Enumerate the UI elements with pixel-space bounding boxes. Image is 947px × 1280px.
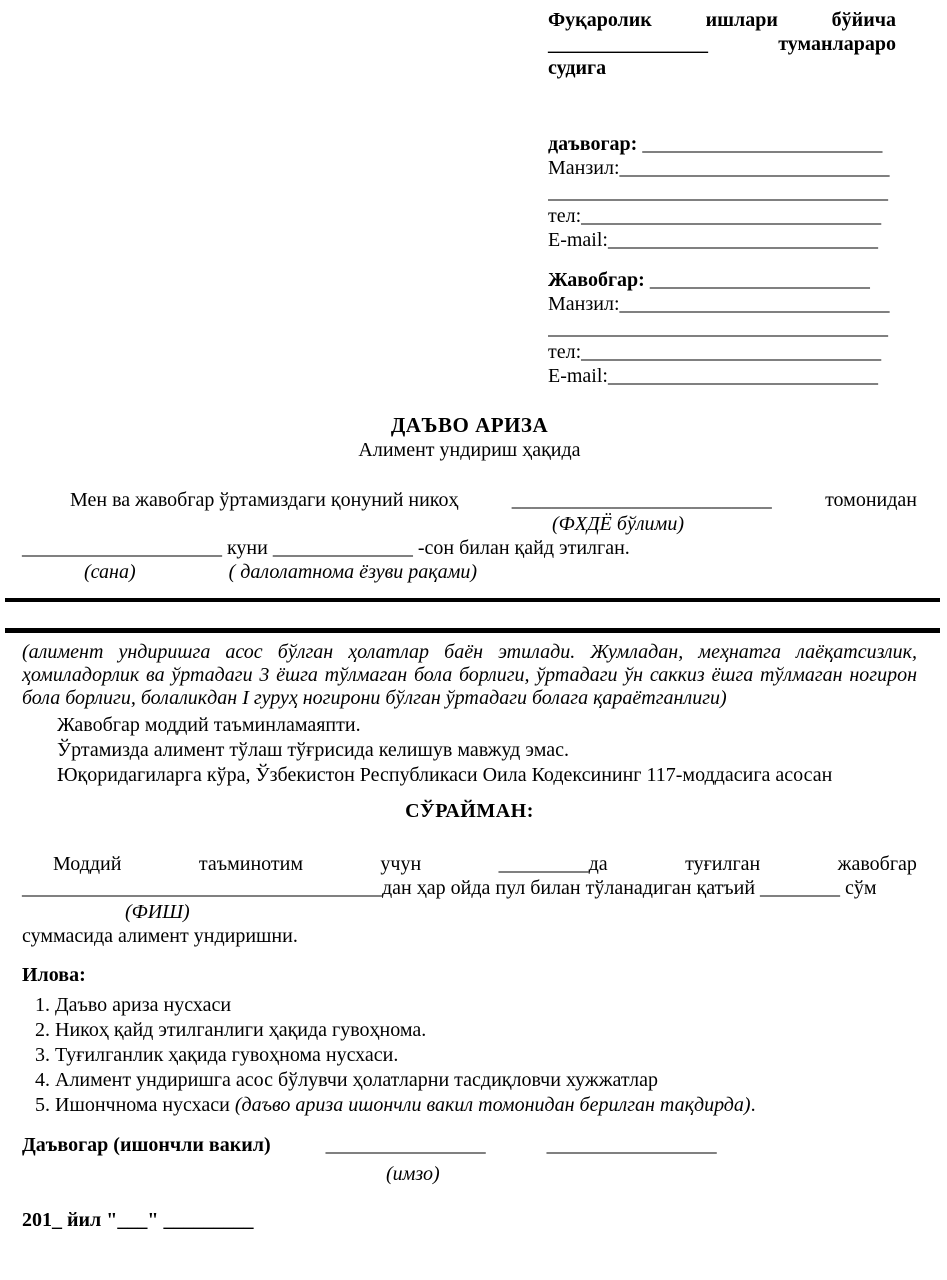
signature-blank: ________________ <box>325 1134 486 1156</box>
birth-date-blank: _________да <box>498 853 608 875</box>
demand-word-6: жавобгар <box>837 853 917 875</box>
attachment-item-text: 1. Даъво ариза нусхаси <box>35 994 232 1016</box>
demand-line2-end: сўм <box>845 877 877 899</box>
defendant-email-blank: ___________________________ <box>607 365 878 387</box>
court-header-line1 <box>548 8 896 32</box>
court-header-line3 <box>548 56 896 80</box>
date-line: 201_ йил "___" _________ <box>22 1209 254 1231</box>
attachment-item-text: 3. Туғилганлик ҳақида гувоҳнома нусхаси. <box>35 1044 399 1066</box>
attachment-item-2 <box>35 1018 917 1043</box>
defendant-address-label: Манзил: <box>548 293 620 315</box>
plaintiff-address-line2 <box>548 180 896 204</box>
defendant-address-blank: ___________________________ <box>619 293 890 315</box>
registry-note-row <box>22 512 917 536</box>
attachment-item-text: 5. Ишончнома нусхаси <box>35 1094 235 1116</box>
defendant-phone-blank: ______________________________ <box>581 341 882 363</box>
marriage-line2-end: -сон билан қайд этилган. <box>417 537 630 559</box>
defendant-name-blank: ______________________ <box>649 269 870 291</box>
demand-line1 <box>22 852 917 876</box>
fish-note: (ФИШ) <box>125 901 190 923</box>
attachments-heading: Илова: <box>22 964 86 986</box>
defendant-address-line <box>548 292 896 316</box>
record-number-note: ( далолатнома ёзуви рақами) <box>228 561 478 583</box>
plaintiff-address-label: Манзил: <box>548 157 620 179</box>
demand-word-3: учун <box>380 853 422 875</box>
defendant-email-label: E-mail: <box>548 365 608 387</box>
marriage-text-end: томонидан <box>825 489 917 511</box>
plaintiff-name-blank: ________________________ <box>642 133 883 155</box>
attachment-item-5 <box>35 1093 917 1118</box>
signature-note: (имзо) <box>386 1163 440 1185</box>
attachment-item-4 <box>35 1068 917 1093</box>
defendant-name-line <box>548 268 896 292</box>
defendant-section <box>548 268 896 388</box>
defendant-email-line <box>548 364 896 388</box>
plaintiff-phone-blank: ______________________________ <box>581 205 882 227</box>
separator-rule-bottom <box>5 628 940 633</box>
demand-word-5: туғилган <box>685 853 761 875</box>
plaintiff-phone-line <box>548 204 896 228</box>
attachments-list <box>35 993 917 1118</box>
defendant-address-line2 <box>548 316 896 340</box>
record-number-blank: ______________ <box>272 537 413 559</box>
court-district-blank: ________________ <box>548 33 708 55</box>
marriage-line1 <box>22 488 917 512</box>
plaintiff-address-line <box>548 156 896 180</box>
date-note: (сана) <box>84 561 136 583</box>
document-subtitle: Алимент ундириш ҳақида <box>358 439 581 461</box>
signature-row <box>22 1133 917 1157</box>
court-header <box>548 8 896 80</box>
court-word-1: Фуқаролик <box>548 9 652 31</box>
defendant-address-blank2: __________________________________ <box>548 317 888 339</box>
defendant-fullname-blank: ____________________________________ <box>22 877 382 899</box>
signature-label: Даъвогар (ишончли вакил) <box>22 1134 271 1156</box>
court-header-line2 <box>548 32 896 56</box>
defendant-phone-line <box>548 340 896 364</box>
plaintiff-address-blank2: __________________________________ <box>548 181 888 203</box>
demand-word-1: Моддий <box>53 853 122 875</box>
attachment-item-note: (даъво ариза ишончли вакил томонидан берилган тақдирда) <box>234 1094 751 1116</box>
marriage-text: Мен ва жавобгар ўртамиздаги қонуний никоҳ <box>70 489 459 511</box>
signature-note-row <box>22 1162 917 1186</box>
demand-line2 <box>22 876 917 900</box>
attachment-item-text: 2. Никоҳ қайд этилганлиги ҳақида гувоҳнома. <box>35 1019 427 1041</box>
plaintiff-phone-label: тел: <box>548 205 582 227</box>
court-word-2: ишлари <box>705 9 778 31</box>
defendant-label: Жавобгар: <box>548 269 645 291</box>
plaintiff-email-label: E-mail: <box>548 229 608 251</box>
signature-name-blank: _________________ <box>546 1134 717 1156</box>
attachment-item-text: 4. Алимент ундиришга асос бўлувчи ҳолатларни тасдиқловчи хужжатлар <box>35 1069 659 1091</box>
registry-note: (ФХДЁ бўлими) <box>552 513 684 535</box>
court-word-3: бўйича <box>831 9 896 31</box>
marriage-notes-row <box>22 560 917 584</box>
fish-note-row <box>22 900 917 924</box>
document-title: ДАЪВО АРИЗА <box>390 413 549 437</box>
attachment-item-tail: . <box>750 1094 756 1116</box>
grounds-line3: Юқоридагиларга кўра, Ўзбекистон Республикаси Оила Кодексининг 117-моддасига асосан <box>57 764 833 786</box>
court-word-4: туманлараро <box>778 33 896 55</box>
plaintiff-address-blank: ___________________________ <box>619 157 890 179</box>
court-word-5: судига <box>548 57 607 79</box>
attachment-item-3 <box>35 1043 917 1068</box>
defendant-phone-label: тел: <box>548 341 582 363</box>
registry-blank: __________________________ <box>511 489 772 511</box>
plaintiff-email-blank: ___________________________ <box>607 229 878 251</box>
plaintiff-label: даъвогар: <box>548 133 638 155</box>
demand-line3: суммасида алимент ундиришни. <box>22 925 298 947</box>
demand-heading: СЎРАЙМАН: <box>405 800 534 822</box>
marriage-line2 <box>22 536 917 560</box>
grounds-line2: Ўртамизда алимент тўлаш тўғрисида келишув мавжуд эмас. <box>57 739 570 761</box>
plaintiff-section <box>548 132 896 252</box>
date-blank: ____________________ <box>22 537 222 559</box>
amount-blank: ________ <box>760 877 841 899</box>
separator-rule-top <box>5 598 940 602</box>
demand-line2-text: дан ҳар ойда пул билан тўланадиган қатъий <box>382 877 756 899</box>
attachment-item-1 <box>35 993 917 1018</box>
marriage-line2-mid: куни <box>227 537 268 559</box>
grounds-line1: Жавобгар моддий таъминламаяпти. <box>57 714 361 736</box>
plaintiff-email-line <box>548 228 896 252</box>
grounds-instruction-note: (алимент ундиришга асос бўлган ҳолатлар баён этилади. Жумладан, меҳнатга лаёқатсизлик, ҳомиладорлик ва ўртадаги 3 ёшга тўлмаган бола борлиги, ўртадаги ўн саккиз ёшга тўлмаган ногирон бола борлиги, болаликдан I гуруҳ ногирони бўлган ўртадаги болага қараётганлиги) <box>22 641 917 709</box>
plaintiff-name-line <box>548 132 896 156</box>
demand-word-2: таъминотим <box>198 853 303 875</box>
